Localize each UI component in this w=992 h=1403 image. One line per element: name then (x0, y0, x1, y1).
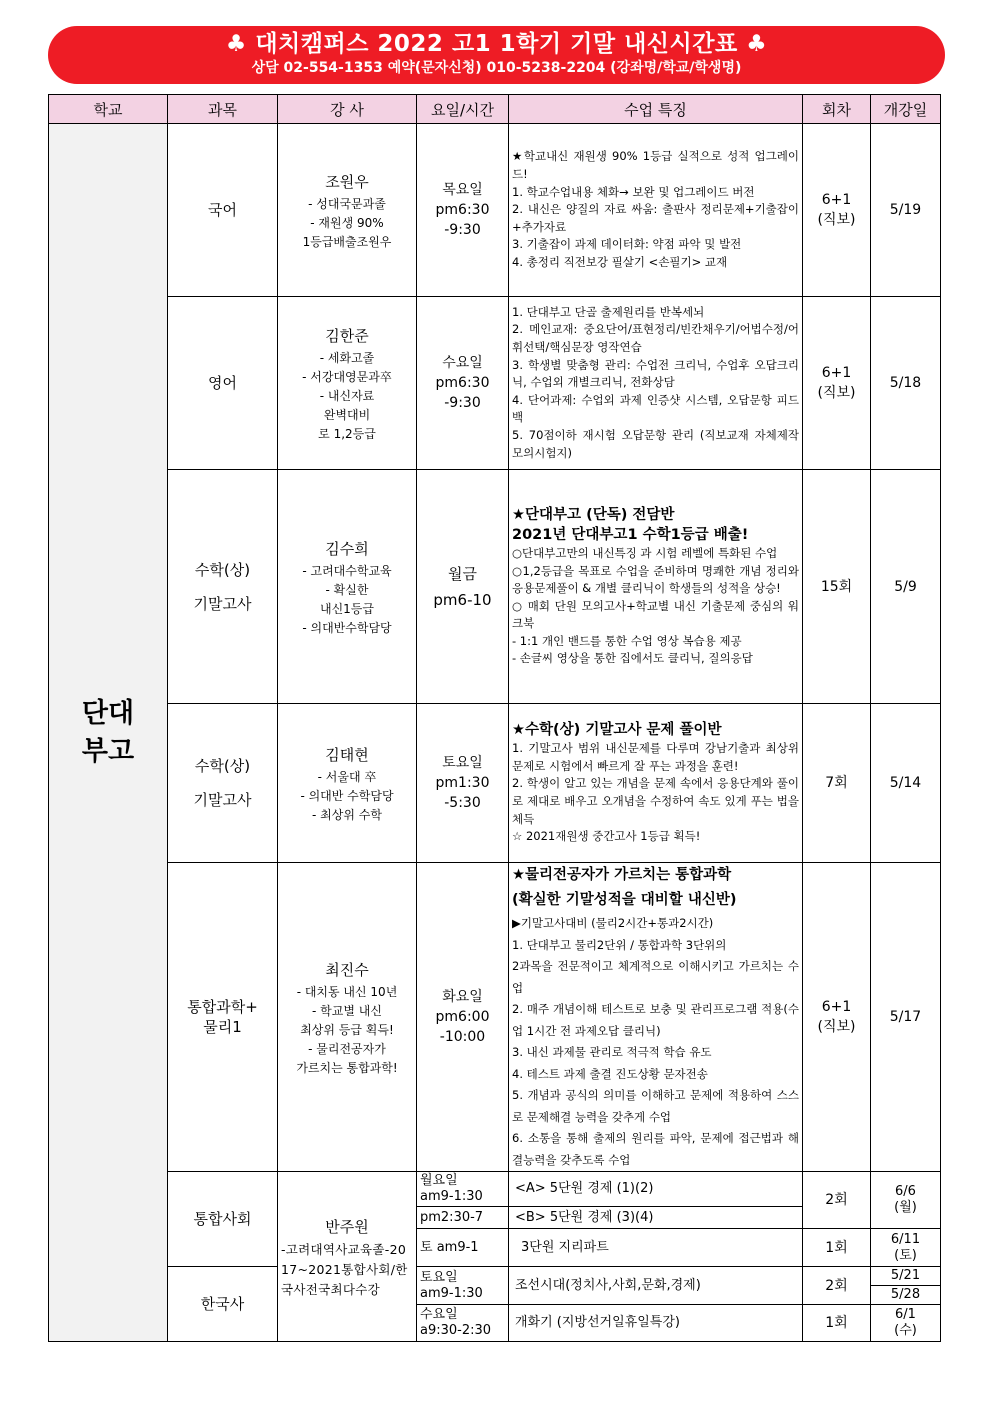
sessions-cell: 1회 (803, 1305, 871, 1342)
feature-line: 2과목을 전문적이고 체계적으로 이해시키고 가르치는 수업 (512, 959, 799, 995)
start-date-cell: 6/11 (토) (871, 1229, 941, 1267)
teacher-desc: - 세화고졸 - 서강대영문과卒 - 내신자료 완벽대비 로 1,2등급 (302, 350, 392, 441)
feature-line: 1. 학교수업내용 체화→ 보완 및 업그레이드 버전 (512, 184, 755, 199)
contact-line: 상담 02-554-1353 예약(문자신청) 010-5238-2204 (강좌명/학교/학생명) (251, 60, 742, 76)
feature-line: 2. 매주 개념이해 테스트로 보충 및 관리프로그램 적용(수업 1시간 전 과제오답 클리닉) (512, 1002, 799, 1038)
header-row (49, 95, 941, 124)
time-cell: 토 am9-1 (417, 1229, 509, 1267)
feature-line: 4. 테스트 과제 출결 진도상황 문자전송 (512, 1066, 708, 1081)
teacher-cell (278, 124, 417, 297)
features-cell: 조선시대(정치사,사회,문화,경제) (509, 1267, 803, 1305)
time-cell: 수요일 a9:30-2:30 (417, 1305, 509, 1342)
feature-line: 3. 내신 과제물 관리로 적극적 학습 유도 (512, 1045, 712, 1059)
teacher-name: 최진수 (325, 960, 369, 979)
teacher-name: 김태현 (325, 745, 369, 764)
table-row (49, 297, 941, 470)
table-row (49, 1267, 941, 1305)
subject-cell: 수학(상) 기말고사 (168, 470, 278, 704)
sessions-cell: 6+1 (직보) (803, 124, 871, 297)
start-date-cell: 5/14 (871, 704, 941, 863)
sessions-cell: 1회 (803, 1229, 871, 1267)
start-date-cell: 5/19 (871, 124, 941, 297)
feature-headline: 2021년 단대부고1 수학1등급 배출! (512, 526, 749, 543)
sessions-cell: 15회 (803, 470, 871, 704)
table-row (49, 863, 941, 1172)
start-date-cell: 6/1 (수) (871, 1305, 941, 1342)
start-date-cell: 5/17 (871, 863, 941, 1172)
feature-line: 4. 단어과제: 수업외 과제 인증샷 시스템, 오답문항 피드백 (512, 392, 799, 425)
feature-line: 2. 학생이 알고 있는 개념을 문제 속에서 응용단계와 풀이로 제대로 배우고 오개념을 수정하여 속도 있게 푸는 법을 체득 (512, 776, 799, 826)
feature-line: 1. 단대부고 물리2단위 / 통합과학 3단위의 (512, 937, 727, 952)
col-header-sessions: 회차 (803, 95, 871, 124)
teacher-cell (278, 863, 417, 1172)
subject-cell: 국어 (168, 124, 278, 297)
time-cell: 수요일 pm6:30 -9:30 (417, 297, 509, 470)
teacher-desc: - 고려대수학교육 - 확실한 내신1등급 - 의대반수학담당 (302, 563, 392, 635)
feature-line: 1. 기말고사 범위 내신문제를 다루며 강남기출과 최상위 문제로 시험에서 빠르게 잘 푸는 과정을 훈련! (512, 741, 799, 773)
subject-cell: 한국사 (168, 1267, 278, 1342)
time-cell: 화요일 pm6:00 -10:00 (417, 863, 509, 1172)
start-date: 5/21 (871, 1267, 940, 1286)
time-cell: 토요일 am9-1:30 (417, 1267, 509, 1305)
features-cell: 개화기 (지방선거일휴일특강) (509, 1305, 803, 1342)
features-cell (509, 863, 803, 1172)
subject-cell: 수학(상) 기말고사 (168, 704, 278, 863)
feature-line: ★학교내신 재원생 90% 1등급 실적으로 성적 업그레이드! (512, 149, 799, 182)
feature-line: 4. 총정리 직전보강 필살기 <손필기> 교재 (512, 254, 728, 269)
features-cell (509, 704, 803, 863)
feature-line: 5. 70점이하 재시험 오답문항 관리 (직보교재 자체제작 모의시험지) (512, 427, 799, 460)
feature-line: 2. 메인교재: 중요단어/표현정리/빈칸채우기/어법수정/어휘선택/핵심문장 영작연습 (512, 322, 799, 355)
features-cell (509, 470, 803, 704)
teacher-desc: -고려대역사교육졸-2017~2021통합사회/한국사전국최다수강 (281, 1241, 408, 1297)
time-cell: 월금 pm6-10 (417, 470, 509, 704)
feature-line: ○ 매회 단원 모의고사+학교별 내신 기출문제 중심의 워크북 (512, 598, 799, 631)
features-cell: <B> 5단원 경제 (3)(4) (509, 1207, 803, 1229)
school-cell (49, 124, 168, 1342)
subject-cell: 통합사회 (168, 1172, 278, 1267)
feature-line: ○1,2등급을 목표로 수업을 준비하며 명쾌한 개념 정리와 응용문제풀이 & 개별 클리닉이 학생들의 성적을 상승! (512, 563, 799, 596)
features-cell: 3단원 지리파트 (509, 1229, 803, 1267)
teacher-name: 김수희 (325, 539, 369, 558)
sessions-cell: 2회 (803, 1267, 871, 1305)
features-cell: <A> 5단원 경제 (1)(2) (509, 1172, 803, 1207)
teacher-cell (278, 1172, 417, 1342)
teacher-cell (278, 297, 417, 470)
sessions-cell: 2회 (803, 1172, 871, 1229)
teacher-name: 조원우 (325, 172, 369, 191)
teacher-cell (278, 704, 417, 863)
sessions-cell: 6+1 (직보) (803, 297, 871, 470)
feature-line: 6. 소통을 통해 출제의 원리를 파악, 문제에 접근법과 해결능력을 갖추도록 수업 (512, 1131, 799, 1167)
col-header-subject: 과목 (168, 95, 278, 124)
teacher-cell (278, 470, 417, 704)
time-cell: 목요일 pm6:30 -9:30 (417, 124, 509, 297)
feature-line: ○단대부고만의 내신특징 과 시험 레벨에 특화된 수업 (512, 545, 778, 560)
page-title: ♣ 대치캠퍼스 2022 고1 1학기 기말 내신시간표 ♣ (225, 31, 768, 57)
teacher-desc: - 성대국문과졸 - 재원생 90% 1등급배출조원우 (302, 196, 392, 249)
title-banner (48, 26, 945, 84)
feature-line: 3. 기출잡이 과제 데이터화: 약점 파악 및 발전 (512, 237, 742, 252)
feature-headline: (확실한 기말성적을 대비할 내신반) (512, 892, 737, 908)
features-cell (509, 124, 803, 297)
start-date-cell (871, 1267, 941, 1305)
feature-headline: ★단대부고 (단독) 전담반 (512, 506, 675, 523)
feature-line: - 손글씨 영상을 통한 집에서도 클리닉, 질의응답 (512, 651, 753, 666)
feature-line: ▶기말고사대비 (물리2시간+통과2시간) (512, 916, 714, 930)
teacher-name: 김한준 (325, 326, 369, 345)
time-cell: 토요일 pm1:30 -5:30 (417, 704, 509, 863)
features-cell (509, 297, 803, 470)
teacher-desc: - 서울대 卒 - 의대반 수학담당 - 최상위 수학 (300, 769, 394, 822)
time-cell: 월요일 am9-1:30 (417, 1172, 509, 1207)
col-header-school: 학교 (49, 95, 168, 124)
col-header-features: 수업 특징 (509, 95, 803, 124)
col-header-teacher: 강 사 (278, 95, 417, 124)
feature-line: ☆ 2021재원생 중간고사 1등급 획득! (512, 829, 701, 844)
school-name: 단대 부고 (81, 697, 135, 767)
table-row (49, 124, 941, 297)
start-date: 5/28 (890, 1287, 921, 1302)
start-date-cell: 5/9 (871, 470, 941, 704)
feature-line: 5. 개념과 공식의 의미를 이해하고 문제에 적용하여 스스로 문제해결 능력을 갖추게 수업 (512, 1088, 799, 1124)
feature-line: - 1:1 개인 밴드를 통한 수업 영상 복습용 제공 (512, 633, 742, 648)
sessions-cell: 7회 (803, 704, 871, 863)
sessions-cell: 6+1 (직보) (803, 863, 871, 1172)
subject-cell: 영어 (168, 297, 278, 470)
table-row (49, 470, 941, 704)
table-row (49, 704, 941, 863)
feature-headline: ★물리전공자가 가르치는 통합과학 (512, 867, 732, 883)
start-date-cell: 5/18 (871, 297, 941, 470)
subject-cell: 통합과학+ 물리1 (168, 863, 278, 1172)
feature-line: 2. 내신은 양질의 자료 싸움: 출판사 정리문제+기출잡이+추가자료 (512, 202, 799, 234)
col-header-start: 개강일 (871, 95, 941, 124)
teacher-name: 반주원 (325, 1217, 369, 1236)
table-row (49, 1172, 941, 1207)
feature-line: 1. 단대부고 단골 출제원리를 반복세뇌 (512, 304, 705, 319)
time-cell: pm2:30-7 (417, 1207, 509, 1229)
timetable (48, 94, 941, 1342)
feature-headline: ★수학(상) 기말고사 문제 풀이반 (512, 722, 722, 739)
start-date-cell: 6/6 (월) (871, 1172, 941, 1229)
col-header-time: 요일/시간 (417, 95, 509, 124)
teacher-desc: - 대치동 내신 10년 - 학교별 내신 최상위 등급 획득! - 물리전공자가 가르치는 통합과학! (296, 984, 398, 1075)
feature-line: 3. 학생별 맞춤형 관리: 수업전 크리닉, 수업후 오답크리닉, 수업외 개별크리닉, 전화상담 (512, 357, 799, 390)
